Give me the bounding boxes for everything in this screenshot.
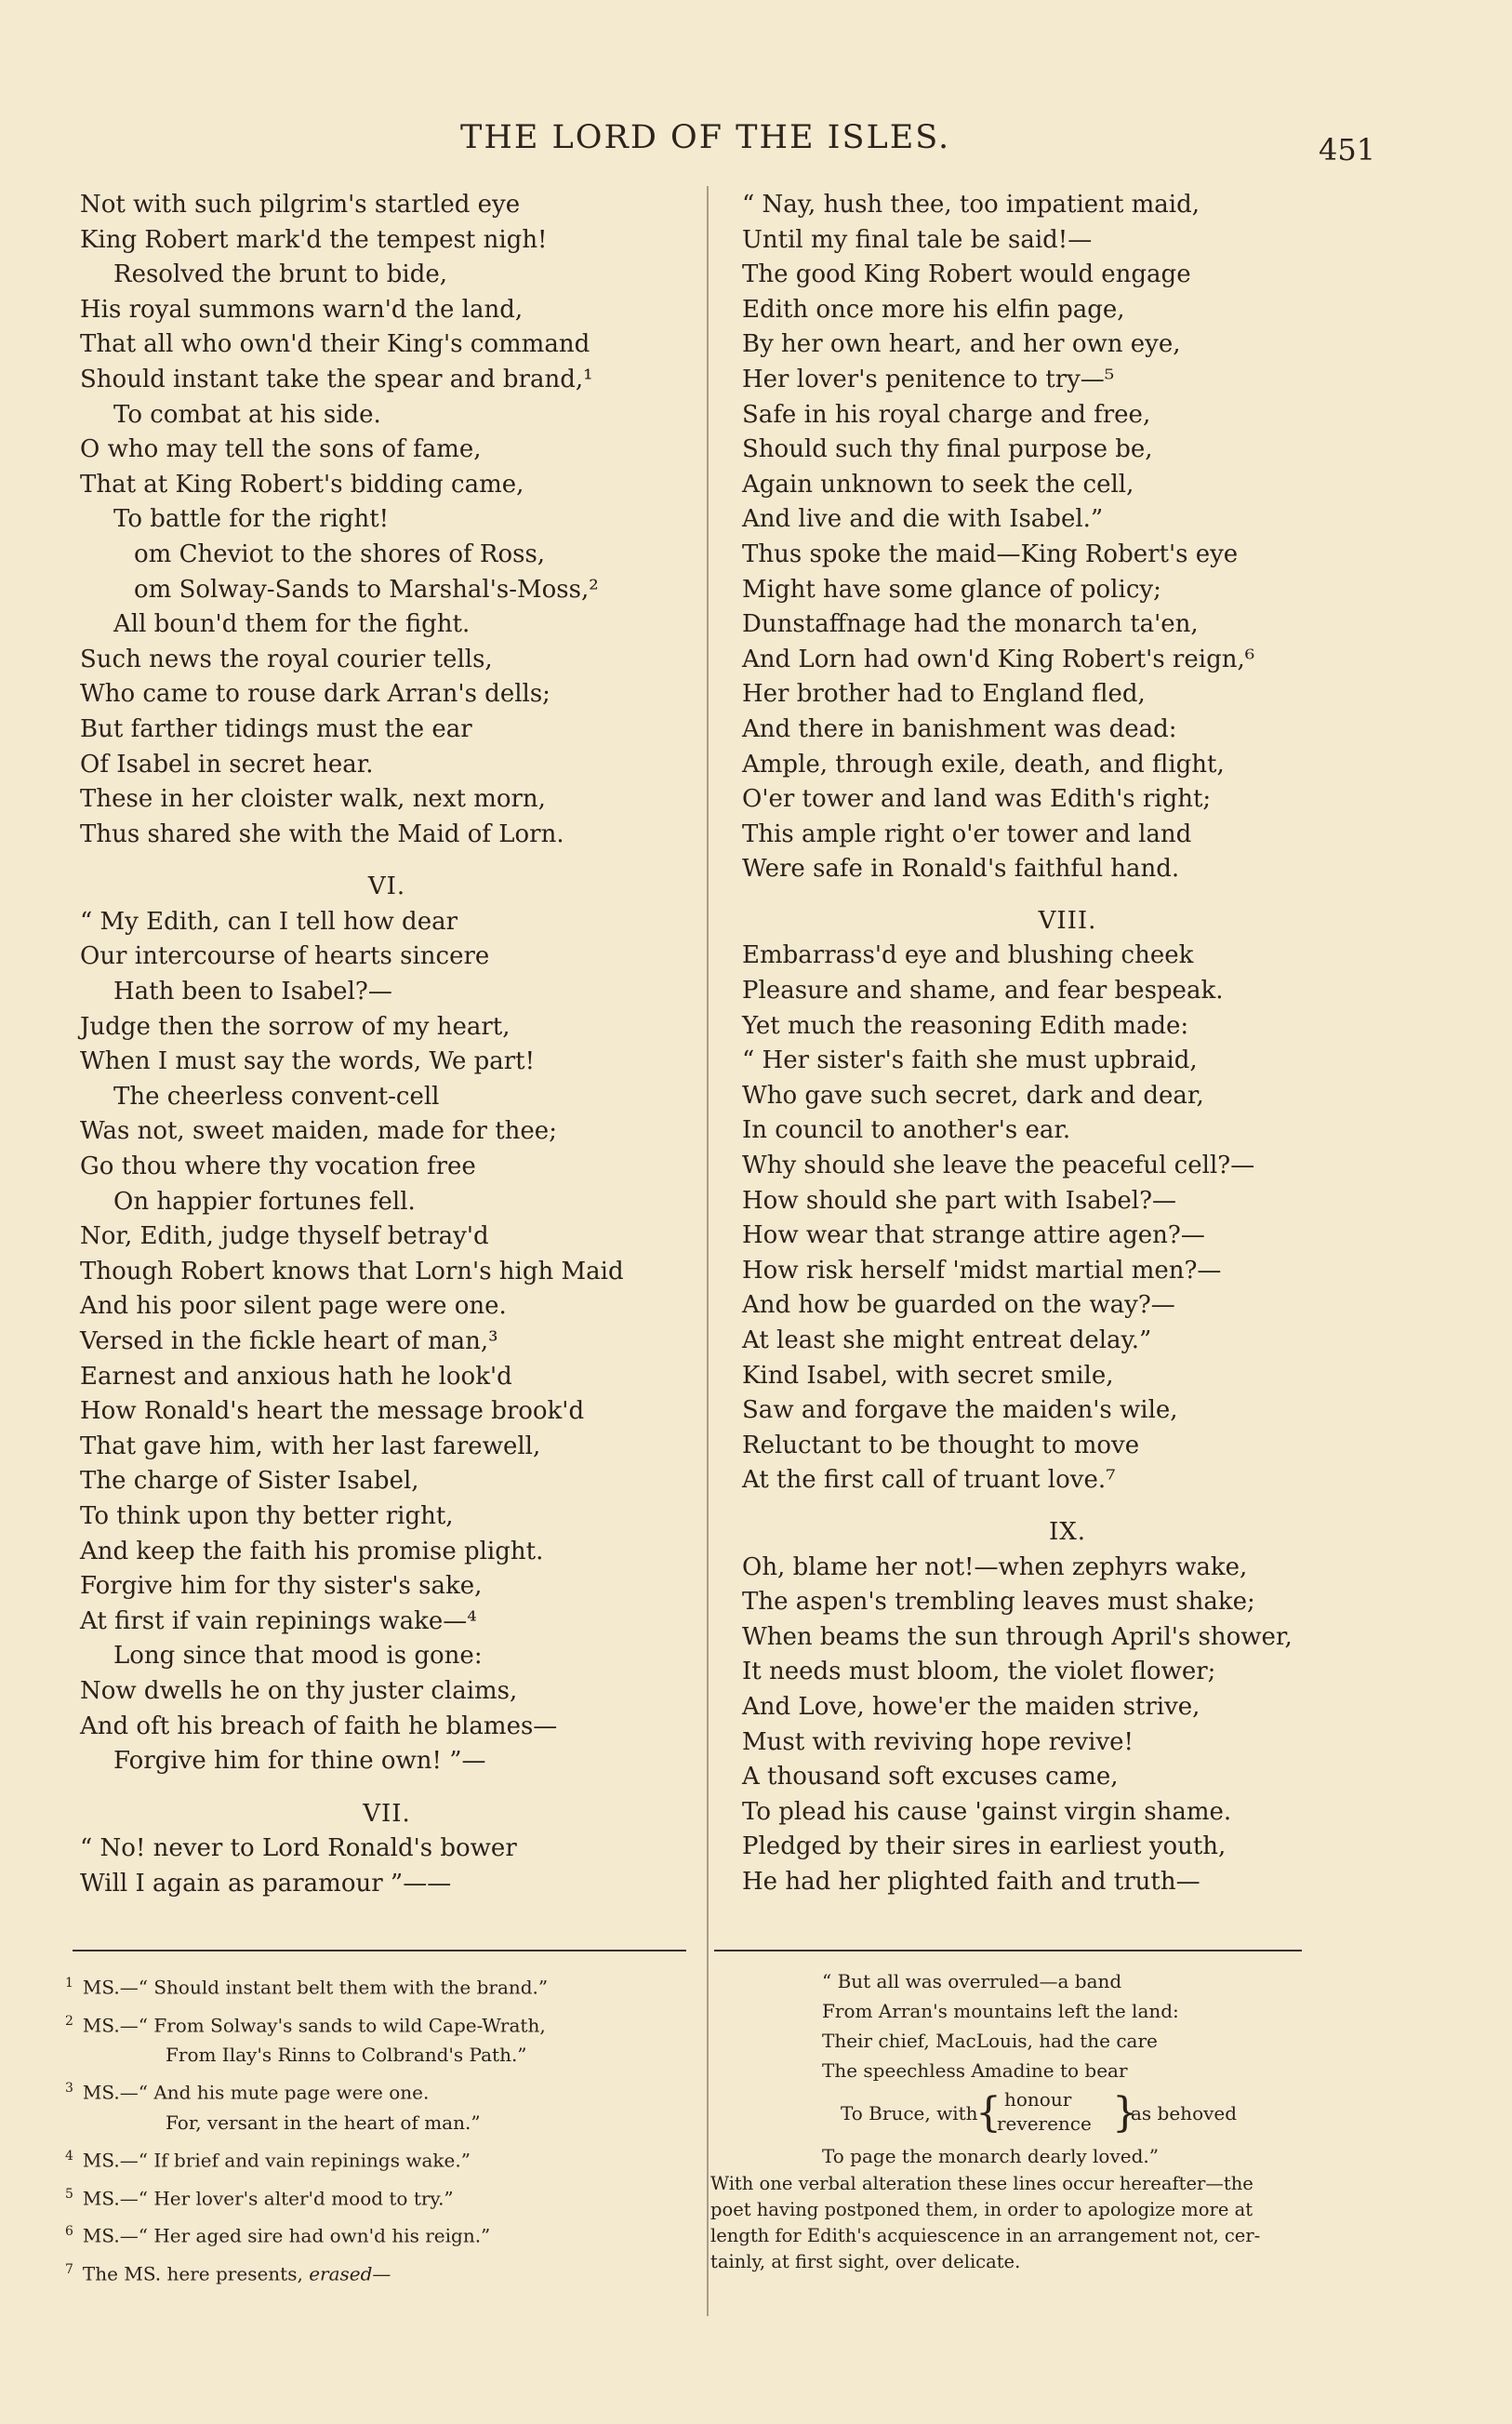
footnote-text: MS.—“ If brief and vain repinings wake.” xyxy=(82,2149,471,2172)
prose-line: poet having postponed them, in order to apologize more at xyxy=(710,2199,1253,2220)
verse-line: Oh, blame her not!—when zephyrs wake, xyxy=(742,1552,1248,1581)
footnote-number: 1 xyxy=(65,1976,73,1991)
verse-line: That all who own'd their King's command xyxy=(80,330,590,359)
verse-line: And how be guarded on the way?— xyxy=(742,1291,1175,1320)
footnote-text: MS.—“ And his mute page were one. xyxy=(82,2081,430,2104)
footnote-text: MS.—“ From Solway's sands to wild Cape-Wrath, xyxy=(82,2014,546,2037)
footnote-rule-right xyxy=(714,1950,1302,1951)
verse-line: Again unknown to seek the cell, xyxy=(742,470,1134,499)
verse-line: Her lover's penitence to try—⁵ xyxy=(742,365,1115,393)
right-column xyxy=(742,188,1393,1900)
verse-line: Who came to rouse dark Arran's dells; xyxy=(80,680,550,709)
verse-line: The charge of Sister Isabel, xyxy=(80,1467,419,1496)
verse-line: Their chief, MacLouis, had the care xyxy=(822,2030,1158,2052)
verse-line: And keep the faith his promise plight. xyxy=(80,1537,544,1565)
verse-line: Nor, Edith, judge thyself betray'd xyxy=(80,1222,489,1251)
verse-line: And his poor silent page were one. xyxy=(80,1292,507,1321)
verse-line: To combat at his side. xyxy=(113,400,381,429)
verse-line: om Cheviot to the shores of Ross, xyxy=(134,539,546,568)
verse-line: Until my final tale be said!— xyxy=(742,225,1093,254)
footnote-text: MS.—“ Her lover's alter'd mood to try.” xyxy=(82,2187,454,2210)
verse-line: Ample, through exile, death, and flight, xyxy=(742,750,1225,779)
verse-line: How risk herself 'midst martial men?— xyxy=(742,1256,1222,1285)
verse-line: From Arran's mountains left the land: xyxy=(822,2000,1179,2022)
prose-line: With one verbal alteration these lines occur hereafter—the xyxy=(710,2173,1253,2194)
verse-line: Long since that mood is gone: xyxy=(113,1642,483,1671)
verse-line: How Ronald's heart the message brook'd xyxy=(80,1397,585,1426)
verse-line: The good King Robert would engage xyxy=(742,260,1191,289)
verse-line: Pleasure and shame, and fear bespeak. xyxy=(742,977,1224,1006)
right-brace: } xyxy=(1112,2089,1138,2137)
footnote-emphasis: erased— xyxy=(309,2262,391,2285)
stanza-heading: VII. xyxy=(363,1799,411,1828)
verse-line: At the first call of truant love.⁷ xyxy=(742,1466,1116,1495)
verse-line: Versed in the fickle heart of man,³ xyxy=(80,1327,498,1355)
page-number: 451 xyxy=(1319,132,1376,167)
verse-line: Our intercourse of hearts sincere xyxy=(80,942,490,971)
running-title: THE LORD OF THE ISLES. xyxy=(460,119,951,156)
brace-option: honour xyxy=(1004,2088,1072,2111)
verse-line: Kind Isabel, with secret smile, xyxy=(742,1361,1114,1390)
footnote-continuation: For, versant in the heart of man.” xyxy=(166,2111,481,2134)
verse-line: That gave him, with her last farewell, xyxy=(80,1432,541,1460)
verse-line: Should such thy final purpose be, xyxy=(742,435,1153,464)
verse-line: And oft his breach of faith he blames— xyxy=(80,1711,558,1740)
footnote-number: 7 xyxy=(65,2261,73,2277)
footnote-right xyxy=(707,1966,1358,2275)
verse-line: This ample right o'er tower and land xyxy=(742,819,1192,848)
brace-before: To Bruce, with xyxy=(841,2102,978,2124)
footnote-number: 6 xyxy=(65,2224,73,2240)
verse-line: Why should she leave the peaceful cell?— xyxy=(742,1152,1255,1180)
footnote-text: MS.—“ Her aged sire had own'd his reign.” xyxy=(82,2224,491,2247)
verse-line: Such news the royal courier tells, xyxy=(80,645,493,673)
verse-line: But farther tidings must the ear xyxy=(80,714,472,743)
verse-line: “ No! never to Lord Ronald's bower xyxy=(80,1834,517,1863)
verse-line: A thousand soft excuses came, xyxy=(742,1763,1119,1791)
brace-line xyxy=(707,2085,1358,2141)
brace-after: as behoved xyxy=(1131,2102,1238,2124)
footnotes-left xyxy=(65,1966,697,2291)
verse-line: The aspen's trembling leaves must shake; xyxy=(742,1588,1255,1617)
verse-line: When I must say the words, We part! xyxy=(80,1047,536,1076)
verse-line: Were safe in Ronald's faithful hand. xyxy=(742,855,1180,884)
footnote xyxy=(65,2139,697,2178)
verse-line: He had her plighted faith and truth— xyxy=(742,1867,1200,1896)
verse-line: Forgive him for thy sister's sake, xyxy=(80,1572,483,1601)
verse-line: When beams the sun through April's shower, xyxy=(742,1622,1293,1651)
verse-line: om Solway-Sands to Marshal's-Moss,² xyxy=(134,575,599,604)
verse-line: Go thou where thy vocation free xyxy=(80,1152,476,1181)
verse-line: Safe in his royal charge and free, xyxy=(742,400,1151,429)
verse-line: To battle for the right! xyxy=(113,505,390,534)
verse-line: The cheerless convent-cell xyxy=(113,1082,440,1111)
verse-line: Her brother had to England fled, xyxy=(742,680,1146,709)
verse-line: By her own heart, and her own eye, xyxy=(742,330,1181,359)
footnote xyxy=(65,2215,697,2253)
verse-line: Yet much the reasoning Edith made: xyxy=(742,1011,1189,1040)
verse-line: Embarrass'd eye and blushing cheek xyxy=(742,941,1194,970)
footnote-text: MS.—“ Should instant belt them with the brand.” xyxy=(82,1976,549,1999)
verse-line: Reluctant to be thought to move xyxy=(742,1431,1140,1459)
verse-line: To think upon thy better right, xyxy=(80,1501,454,1530)
verse-line: Judge then the sorrow of my heart, xyxy=(80,1012,511,1041)
footnote xyxy=(65,1966,697,2004)
verse-line: Resolved the brunt to bide, xyxy=(113,260,447,289)
verse-line: Of Isabel in secret hear. xyxy=(80,750,374,779)
verse-line: O'er tower and land was Edith's right; xyxy=(742,785,1212,814)
verse-line: Earnest and anxious hath he look'd xyxy=(80,1362,512,1391)
verse-line: And there in banishment was dead: xyxy=(742,714,1177,743)
verse-line: Thus shared she with the Maid of Lorn. xyxy=(80,819,564,848)
verse-line: These in her cloister walk, next morn, xyxy=(80,785,546,814)
footnote-text: The MS. here presents, xyxy=(82,2262,310,2285)
footnote-number: 3 xyxy=(65,2081,73,2097)
verse-line: And Love, howe'er the maiden strive, xyxy=(742,1692,1200,1721)
verse-line: At least she might entreat delay.” xyxy=(742,1326,1152,1354)
verse-line: How should she part with Isabel?— xyxy=(742,1186,1177,1215)
verse-line: Now dwells he on thy juster claims, xyxy=(80,1676,518,1705)
verse-line: Dunstaffnage had the monarch ta'en, xyxy=(742,610,1199,639)
footnote-number: 4 xyxy=(65,2148,73,2164)
footnote-rule-left xyxy=(73,1950,686,1951)
brace-option: reverence xyxy=(997,2112,1092,2135)
verse-line: “ Her sister's faith she must upbraid, xyxy=(742,1046,1198,1075)
verse-line: And live and die with Isabel.” xyxy=(742,505,1104,534)
verse-line: Forgive him for thine own! ”— xyxy=(113,1747,486,1776)
left-brace: { xyxy=(975,2089,1001,2137)
verse-line: Pledged by their sires in earliest youth, xyxy=(742,1832,1227,1861)
verse-line: On happier fortunes fell. xyxy=(113,1187,416,1216)
stanza-heading: IX. xyxy=(1048,1517,1087,1546)
footnote xyxy=(65,2004,697,2043)
verse-line: At first if vain repinings wake—⁴ xyxy=(80,1606,477,1635)
verse-line: His royal summons warn'd the land, xyxy=(80,295,524,324)
footnote-number: 2 xyxy=(65,2013,73,2029)
verse-line: “ My Edith, can I tell how dear xyxy=(80,907,458,936)
verse-line: King Robert mark'd the tempest nigh! xyxy=(80,225,548,254)
prose-line: length for Edith's acquiescence in an arrangement not, cer- xyxy=(710,2225,1261,2246)
footnote-number: 5 xyxy=(65,2186,73,2202)
verse-line: That at King Robert's bidding came, xyxy=(80,470,524,499)
footnote-prose xyxy=(707,2171,1361,2275)
verse-line: Though Robert knows that Lorn's high Maid xyxy=(80,1257,624,1285)
verse-line: Hath been to Isabel?— xyxy=(113,978,392,1006)
verse-line: How wear that strange attire agen?— xyxy=(742,1221,1205,1250)
verse-line: O who may tell the sons of fame, xyxy=(80,435,482,464)
verse-line: Will I again as paramour ”—— xyxy=(80,1869,452,1898)
brace-options xyxy=(997,2087,1092,2136)
prose-line: tainly, at first sight, over delicate. xyxy=(710,2251,1021,2272)
verse-line: Who gave such secret, dark and dear, xyxy=(742,1081,1204,1110)
stanza-heading: VI. xyxy=(367,872,406,901)
verse-line: The speechless Amadine to bear xyxy=(822,2059,1128,2082)
stanza-heading: VIII. xyxy=(1038,906,1097,935)
left-column xyxy=(80,188,694,1902)
verse-line: “ But all was overruled—a band xyxy=(822,1970,1122,1992)
verse-line: Might have some glance of policy; xyxy=(742,575,1161,604)
verse-line: Was not, sweet maiden, made for thee; xyxy=(80,1117,557,1146)
verse-line: Not with such pilgrim's startled eye xyxy=(80,191,521,219)
verse-line: In council to another's ear. xyxy=(742,1116,1071,1145)
footnote xyxy=(65,2253,697,2291)
footnote xyxy=(65,2178,697,2216)
verse-line: Thus spoke the maid—King Robert's eye xyxy=(742,539,1239,568)
verse-line: Must with reviving hope revive! xyxy=(742,1727,1134,1756)
verse-line: Saw and forgave the maiden's wile, xyxy=(742,1396,1178,1425)
page-header xyxy=(0,119,1512,175)
verse-line: It needs must bloom, the violet flower; xyxy=(742,1658,1216,1686)
verse-line: To page the monarch dearly loved.” xyxy=(822,2145,1159,2167)
footnote-continuation: From Ilay's Rinns to Colbrand's Path.” xyxy=(166,2044,527,2067)
verse-line: All boun'd them for the fight. xyxy=(113,610,471,639)
verse-line: Edith once more his elfin page, xyxy=(742,295,1125,324)
verse-line: To plead his cause 'gainst virgin shame. xyxy=(742,1797,1232,1826)
verse-line: “ Nay, hush thee, too impatient maid, xyxy=(742,191,1200,219)
footnote xyxy=(65,2071,697,2110)
verse-line: And Lorn had own'd King Robert's reign,⁶ xyxy=(742,645,1255,673)
verse-line: Should instant take the spear and brand,¹ xyxy=(80,365,593,393)
